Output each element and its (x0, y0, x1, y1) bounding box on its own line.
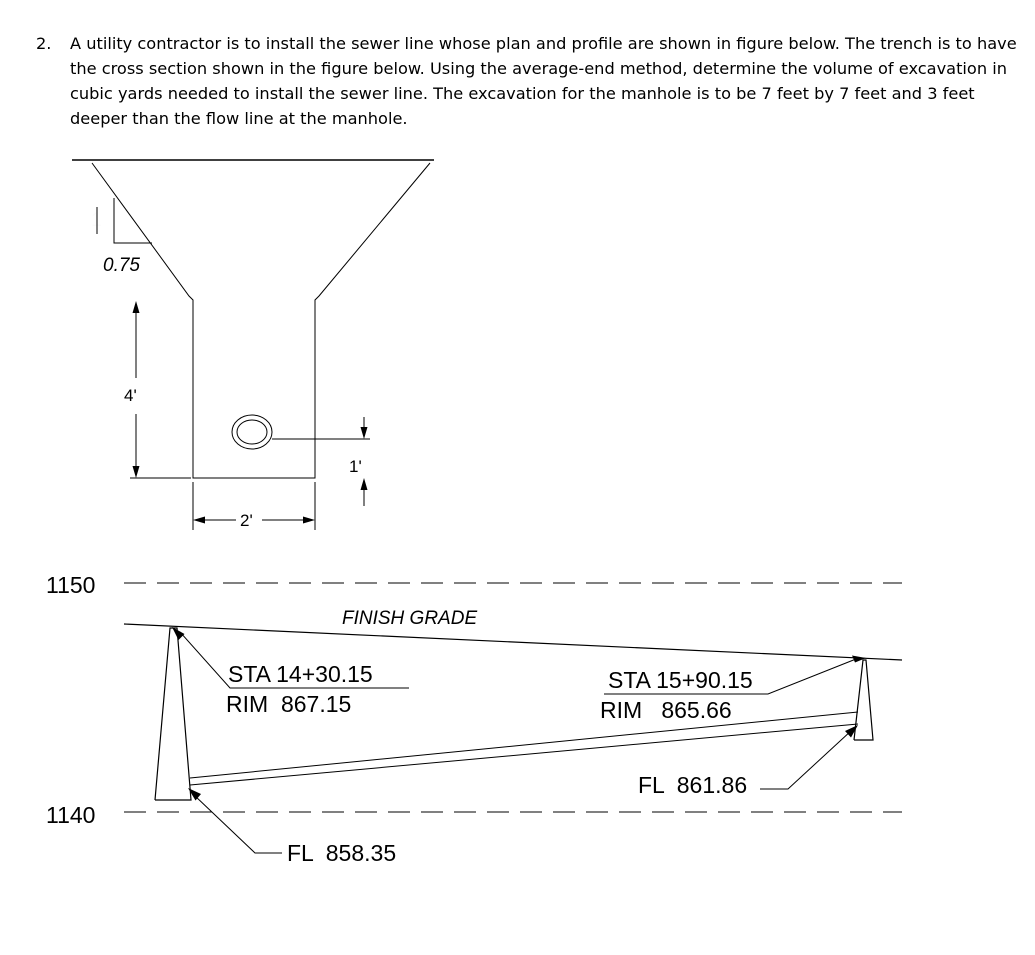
slope-horizontal-label: 0.75 (103, 255, 140, 276)
pipe-bottom-line (190, 724, 858, 785)
left-station-arrow (172, 627, 185, 640)
sewer-profile (124, 583, 902, 853)
width-arrow-right (303, 517, 315, 524)
pipe-cover-label: 1' (349, 457, 362, 476)
slope-vertical-label (91, 210, 102, 231)
cover-arrow-down (361, 427, 368, 439)
elevation-label-1150: 1150 (46, 572, 96, 598)
pipe-inner-circle (237, 420, 267, 444)
elevation-label-1140: 1140 (46, 802, 96, 828)
right-flowline-leader (760, 730, 852, 789)
left-manhole (155, 628, 191, 800)
depth-arrow-top (133, 301, 140, 313)
depth-arrow-bottom (133, 466, 140, 478)
finish-grade-line (124, 624, 902, 660)
trench-cross-section (72, 160, 434, 530)
left-rim-label: RIM 867.15 (226, 691, 352, 717)
width-label: 2' (240, 511, 253, 530)
right-manhole (854, 660, 873, 740)
right-station-label: STA 15+90.15 (608, 667, 753, 693)
left-station-label: STA 14+30.15 (228, 661, 373, 687)
slope-triangle (114, 198, 152, 243)
right-station-arrow (852, 656, 866, 663)
right-flowline-arrow (845, 725, 858, 738)
right-rim-label: RIM 865.66 (600, 697, 732, 723)
width-arrow-left (193, 517, 205, 524)
left-flowline-leader (194, 795, 282, 853)
problem-number: 2. (36, 34, 52, 53)
finish-grade-label: FINISH GRADE (342, 608, 478, 629)
depth-label: 4' (124, 386, 137, 405)
cover-arrow-up (361, 478, 368, 490)
right-flowline-label: FL 861.86 (638, 772, 748, 798)
problem-text: A utility contractor is to install the sewer line whose plan and profile are shown in figure below. The trench is to have the cross section shown in the figure below. Using the average-end method, determine the volume of excavation in cubic yards needed to install the sewer line. The excavation for the manhole is to be 7 feet by 7 feet and 3 feet deeper than the flow line at the manhole. (70, 34, 1017, 128)
pipe-top-line (190, 712, 858, 778)
trench-outline (92, 163, 430, 478)
cross-section-arrowheads (133, 301, 368, 524)
left-flowline-label: FL 858.35 (287, 840, 397, 866)
